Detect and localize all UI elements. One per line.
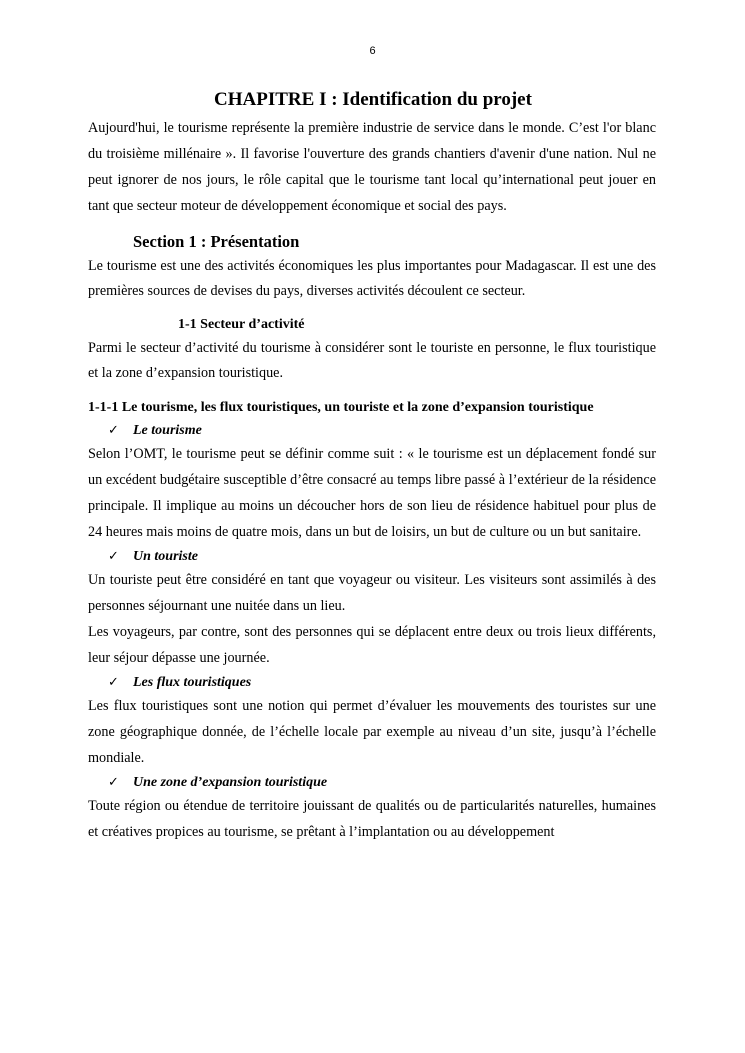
bullet-paragraph: Un touriste peut être considéré en tant que voyageur ou visiteur. Les visiteurs sont assimilés à des personnes séjournant une nuitée dans un lieu. [88, 572, 656, 614]
bullet-label: Une zone d’expansion touristique [133, 775, 328, 790]
bullet-zone-expansion [108, 773, 656, 793]
bullet-label: Un touriste [133, 549, 198, 564]
subsection-1-1-paragraph: Parmi le secteur d’activité du tourisme à considérer sont le touriste en personne, le flux touristique et la zone d’expansion touristique. [88, 340, 656, 381]
bullet-paragraph: Selon l’OMT, le tourisme peut se définir comme suit : « le tourisme est un déplacement fondé sur un excédent budgétaire susceptible d’être consacré au temps libre passé à l’extérieur de la résidence principale. Il implique au moins un découcher hors de son lieu de résidence habituel pour plus de 24 heures mais moins de quatre mois, dans un but de loisirs, un but de culture ou un but sanitaire. [88, 446, 656, 540]
bullet-paragraph: Les flux touristiques sont une notion qui permet d’évaluer les mouvements des touristes sur une zone géographique donnée, de l’échelle locale par exemple au niveau d’un site, jusqu’à l’échelle mondiale. [88, 698, 656, 766]
bullet-un-touriste [108, 547, 656, 567]
section-1-paragraph: Le tourisme est une des activités économiques les plus importantes pour Madagascar. Il est une des premières sources de devises du pays, diverses activités découlent ce secteur. [88, 258, 656, 299]
bullet-paragraph: Les voyageurs, par contre, sont des personnes qui se déplacent entre deux ou trois lieux différents, leur séjour dépasse une journée. [88, 624, 656, 666]
bullet-le-tourisme [108, 421, 656, 441]
checkmark-icon: ✓ [108, 675, 119, 690]
bullet-label: Le tourisme [133, 423, 202, 438]
page-number: 6 [369, 45, 376, 57]
bullet-les-flux-touristiques [108, 673, 656, 693]
chapter-title: CHAPITRE I : Identification du projet [214, 89, 532, 110]
checkmark-icon: ✓ [108, 775, 119, 790]
checkmark-icon: ✓ [108, 423, 119, 438]
checkmark-icon: ✓ [108, 549, 119, 564]
subsection-1-1-heading: 1-1 Secteur d’activité [178, 317, 305, 332]
page-content [88, 88, 656, 845]
bullet-paragraph: Toute région ou étendue de territoire jouissant de qualités ou de particularités naturelles, humaines et créatives propices au tourisme, se prêtant à l’implantation ou au développement [88, 798, 656, 840]
bullet-label: Les flux touristiques [133, 675, 252, 690]
section-1-heading: Section 1 : Présentation [133, 232, 300, 251]
subsection-1-1-1-heading: 1-1-1 Le tourisme, les flux touristiques, un touriste et la zone d’expansion touristique [88, 400, 594, 415]
intro-paragraph: Aujourd'hui, le tourisme représente la première industrie de service dans le monde. C’est l'or blanc du troisième millénaire ». Il favorise l'ouverture des grands chantiers d'avenir d'une nation. Nul ne peut ignorer de nos jours, le rôle capital que le tourisme tant local qu’international peut jouer en tant que secteur moteur de développement économique et social des pays. [88, 120, 656, 214]
